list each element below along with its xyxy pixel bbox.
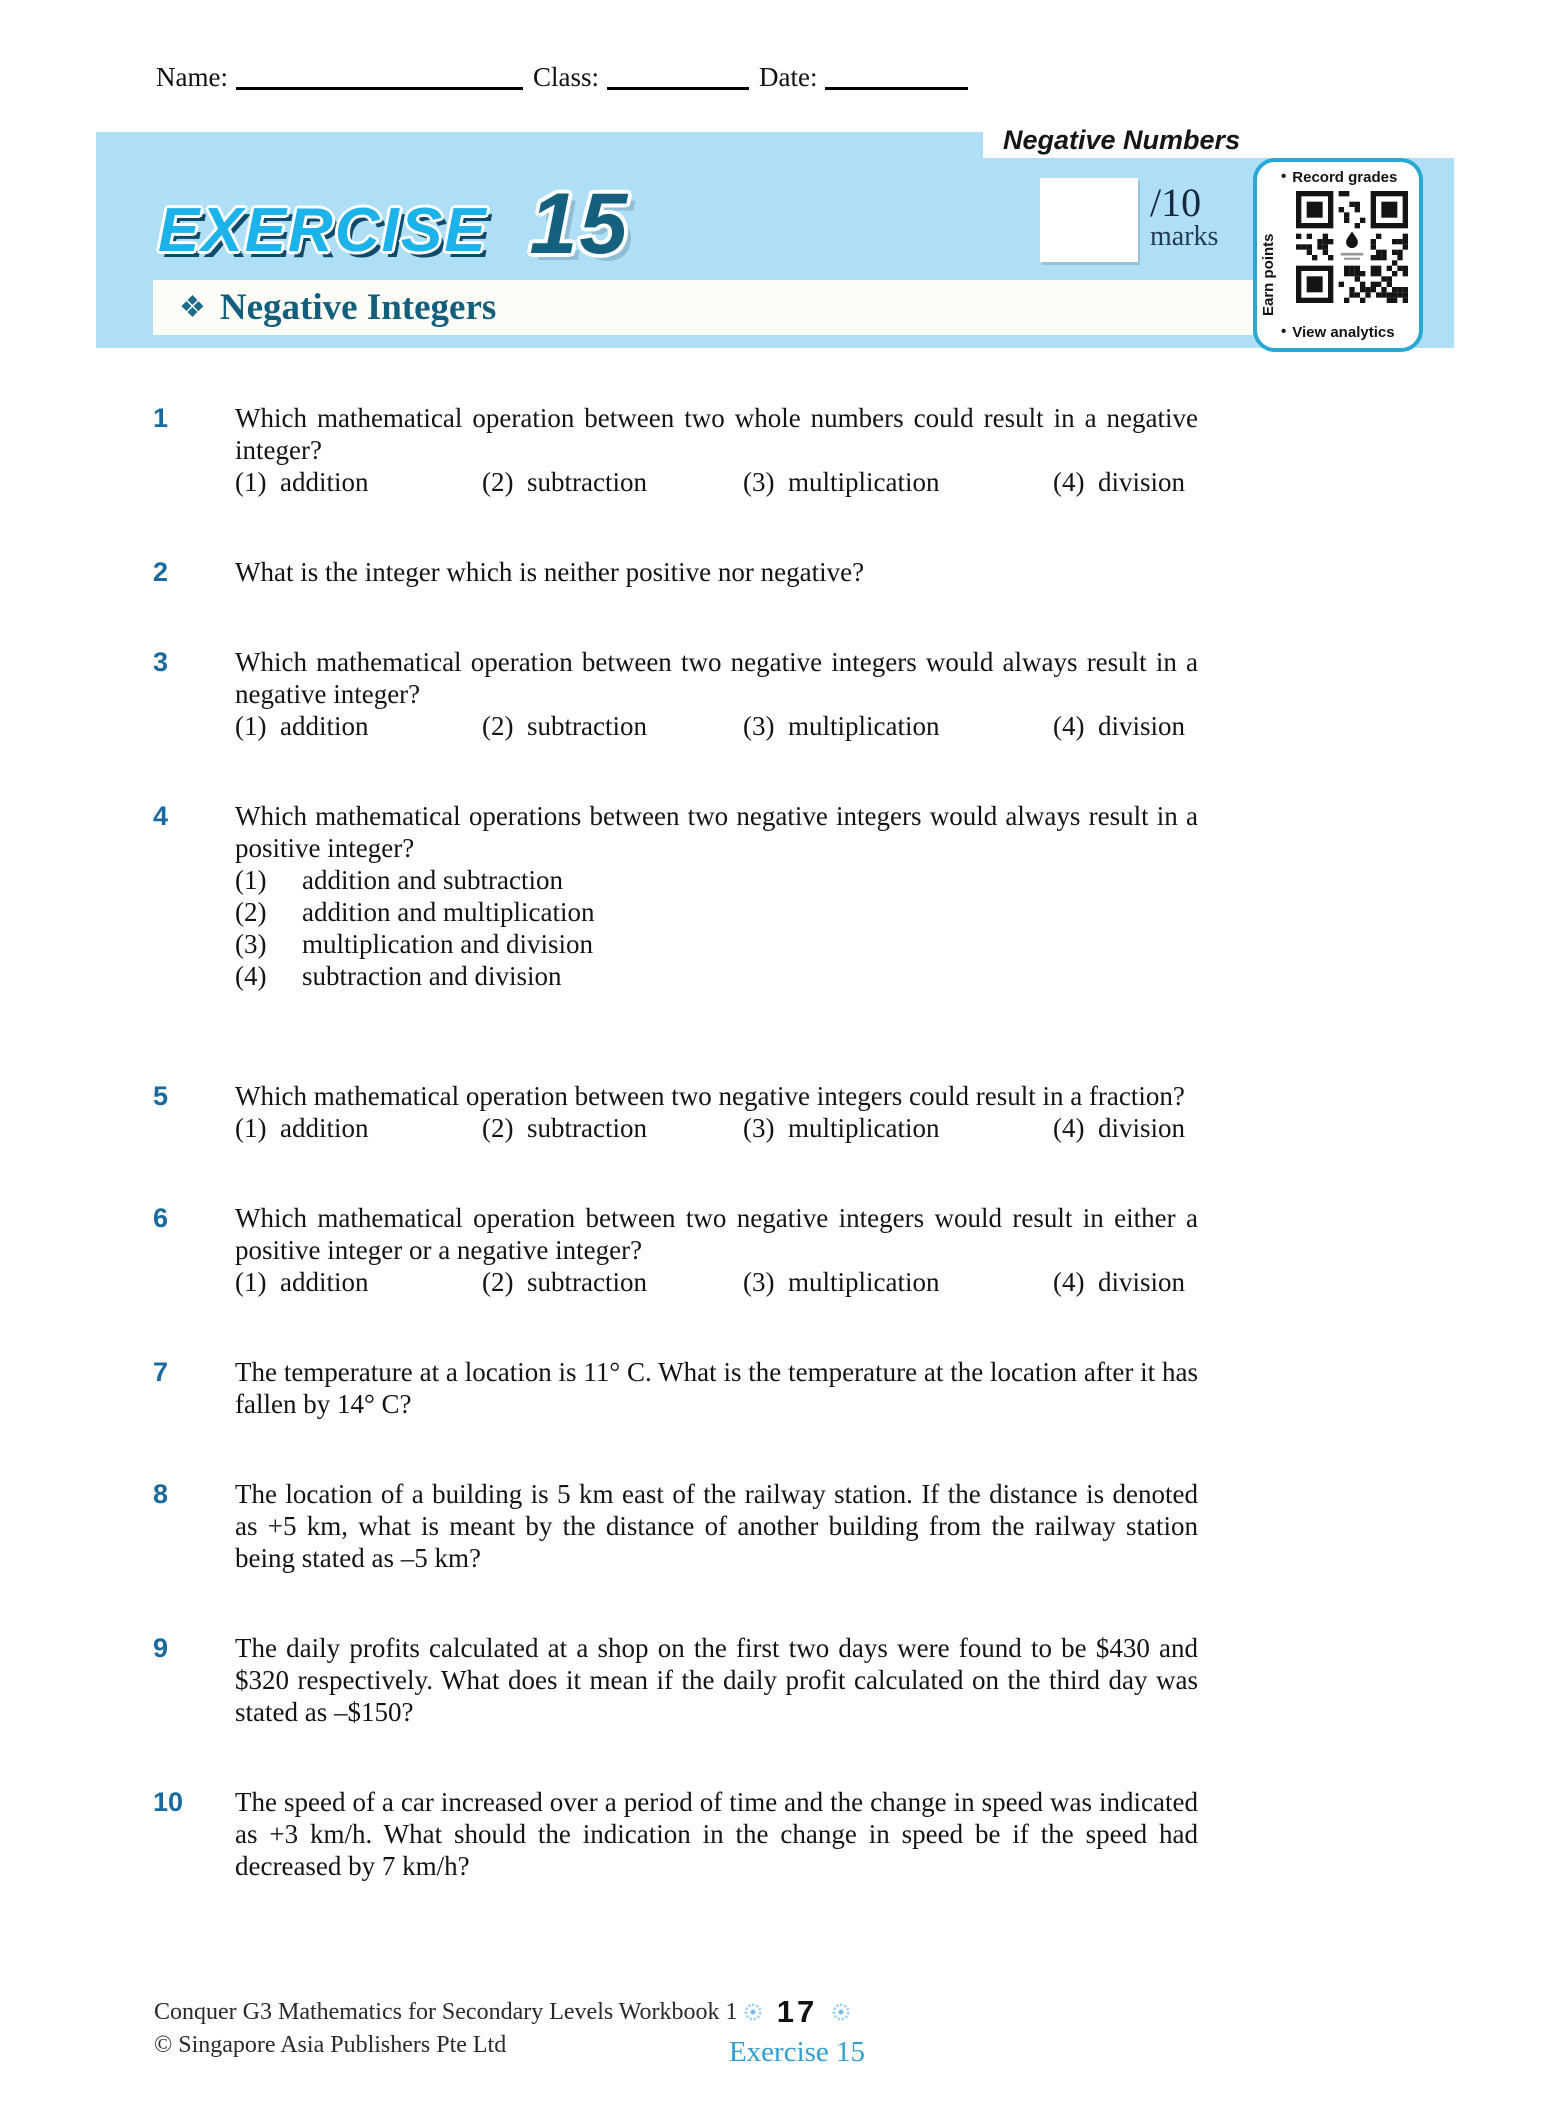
qr-side-label: Earn points (1260, 233, 1277, 316)
option: (1) addition (235, 1113, 369, 1143)
qr-top-label: • Record grades (1281, 168, 1398, 186)
class-input-line[interactable] (607, 63, 749, 90)
question-number: 3 (153, 647, 169, 677)
marks-total: /10 (1150, 180, 1202, 225)
question-block (153, 1080, 1198, 1144)
option: (3) multiplication (743, 1267, 940, 1297)
footer-exercise-label: Exercise 15 (728, 2036, 866, 2068)
question-block (153, 1632, 1198, 1728)
question-body (235, 1202, 1198, 1298)
exercise-title (158, 176, 630, 272)
option: (2) subtraction (482, 1267, 647, 1297)
page-number-row (647, 1994, 947, 2030)
exercise-number: 15 (529, 176, 630, 272)
option: (4) subtraction and division (235, 961, 562, 991)
qr-code-icon[interactable] (1296, 191, 1408, 303)
question-number: 5 (153, 1081, 169, 1111)
question-number: 1 (153, 403, 169, 433)
exercise-word: EXERCISE (158, 196, 488, 265)
question-text: Which mathematical operation between two whole numbers could result in a negative integer? (235, 403, 1198, 465)
question-text: The temperature at a location is 11° C. What is the temperature at the location after it has fallen by 14° C? (235, 1357, 1198, 1419)
score-box[interactable] (1040, 178, 1138, 262)
question-text: Which mathematical operations between two negative integers would always result in a positive integer? (235, 801, 1198, 863)
option: (3) multiplication (743, 467, 940, 497)
question-body (235, 556, 1198, 588)
section-title: Negative Integers (219, 287, 497, 328)
question-number: 8 (153, 1479, 169, 1509)
option: (4) division (1053, 467, 1185, 497)
options-list (235, 864, 1198, 992)
name-label: Name: (156, 62, 228, 92)
question-block (153, 646, 1198, 742)
question-text: Which mathematical operation between two negative integers would result in either a positive integer or a negative integer? (235, 1203, 1198, 1265)
question-block (153, 1786, 1198, 1882)
gear-icon (743, 2002, 763, 2022)
question-body (235, 402, 1198, 498)
option: (1) addition (235, 1267, 369, 1297)
option: (2) addition and multiplication (235, 897, 595, 927)
question-number: 10 (153, 1787, 184, 1817)
footer-copyright: © Singapore Asia Publishers Pte Ltd (154, 2032, 507, 2058)
question-block (153, 1478, 1198, 1574)
option: (4) division (1053, 1113, 1185, 1143)
footer-page-block (647, 1994, 947, 2069)
question-number: 6 (153, 1203, 169, 1233)
question-text: The daily profits calculated at a shop on the first two days were found to be $430 and $320 respectively. What does it mean if the daily profit calculated on the third day was stated as –$150? (235, 1633, 1198, 1727)
question-body (235, 800, 1198, 992)
class-label: Class: (532, 62, 599, 92)
question-number: 9 (153, 1633, 169, 1663)
question-block (153, 800, 1198, 992)
option: (3) multiplication and division (235, 929, 593, 959)
gear-icon (831, 2002, 851, 2022)
option: (2) subtraction (482, 467, 647, 497)
question-text: The speed of a car increased over a period of time and the change in speed was indicated as +3 km/h. What should the indication in the change in speed be if the speed had decreased by 7 km/h? (235, 1787, 1198, 1881)
question-body (235, 1478, 1198, 1574)
chapter-title: Negative Numbers (1003, 125, 1241, 155)
questions (153, 402, 1198, 1940)
question-text: The location of a building is 5 km east of the railway station. If the distance is denoted as +5 km, what is meant by the distance of another building from the railway station being stated as –5 km? (235, 1479, 1198, 1573)
footer-book-title: Conquer G3 Mathematics for Secondary Levels Workbook 1 (154, 1999, 738, 2025)
date-input-line[interactable] (825, 63, 968, 90)
options-row (235, 1266, 1198, 1298)
question-number: 2 (153, 557, 169, 587)
question-text: What is the integer which is neither positive nor negative? (235, 557, 865, 587)
question-number: 7 (153, 1357, 169, 1387)
option: (2) subtraction (482, 1113, 647, 1143)
question-block (153, 556, 1198, 588)
date-label: Date: (759, 62, 818, 92)
question-text: Which mathematical operation between two negative integers could result in a fraction? (235, 1081, 1185, 1111)
question-block (153, 1356, 1198, 1420)
qr-bottom-label: • View analytics (1281, 323, 1395, 341)
qr-panel[interactable] (1253, 158, 1423, 352)
question-block (153, 402, 1198, 498)
option: (4) division (1053, 711, 1185, 741)
options-row (235, 466, 1198, 498)
question-body (235, 1786, 1198, 1882)
question-number: 4 (153, 801, 169, 831)
question-body (235, 1080, 1198, 1144)
chapter-tab (983, 123, 1455, 158)
diamond-bullet-icon: ❖ (179, 291, 206, 324)
bullet-icon: • (1281, 323, 1287, 340)
option: (1) addition and subtraction (235, 865, 563, 895)
bullet-icon: • (1281, 168, 1287, 185)
question-body (235, 646, 1198, 742)
question-block (153, 1202, 1198, 1298)
marks-block (1150, 180, 1219, 252)
option: (2) subtraction (482, 711, 647, 741)
student-info-row (156, 62, 978, 93)
option: (1) addition (235, 467, 369, 497)
options-row (235, 1112, 1198, 1144)
question-body (235, 1356, 1198, 1420)
option: (3) multiplication (743, 1113, 940, 1143)
page-number: 17 (776, 1994, 818, 2029)
option: (4) division (1053, 1267, 1185, 1297)
options-row (235, 710, 1198, 742)
option: (3) multiplication (743, 711, 940, 741)
question-body (235, 1632, 1198, 1728)
section-heading-strip (153, 280, 1253, 335)
marks-unit: marks (1150, 221, 1219, 252)
question-text: Which mathematical operation between two negative integers would always result in a negative integer? (235, 647, 1198, 709)
name-input-line[interactable] (236, 63, 523, 90)
option: (1) addition (235, 711, 369, 741)
